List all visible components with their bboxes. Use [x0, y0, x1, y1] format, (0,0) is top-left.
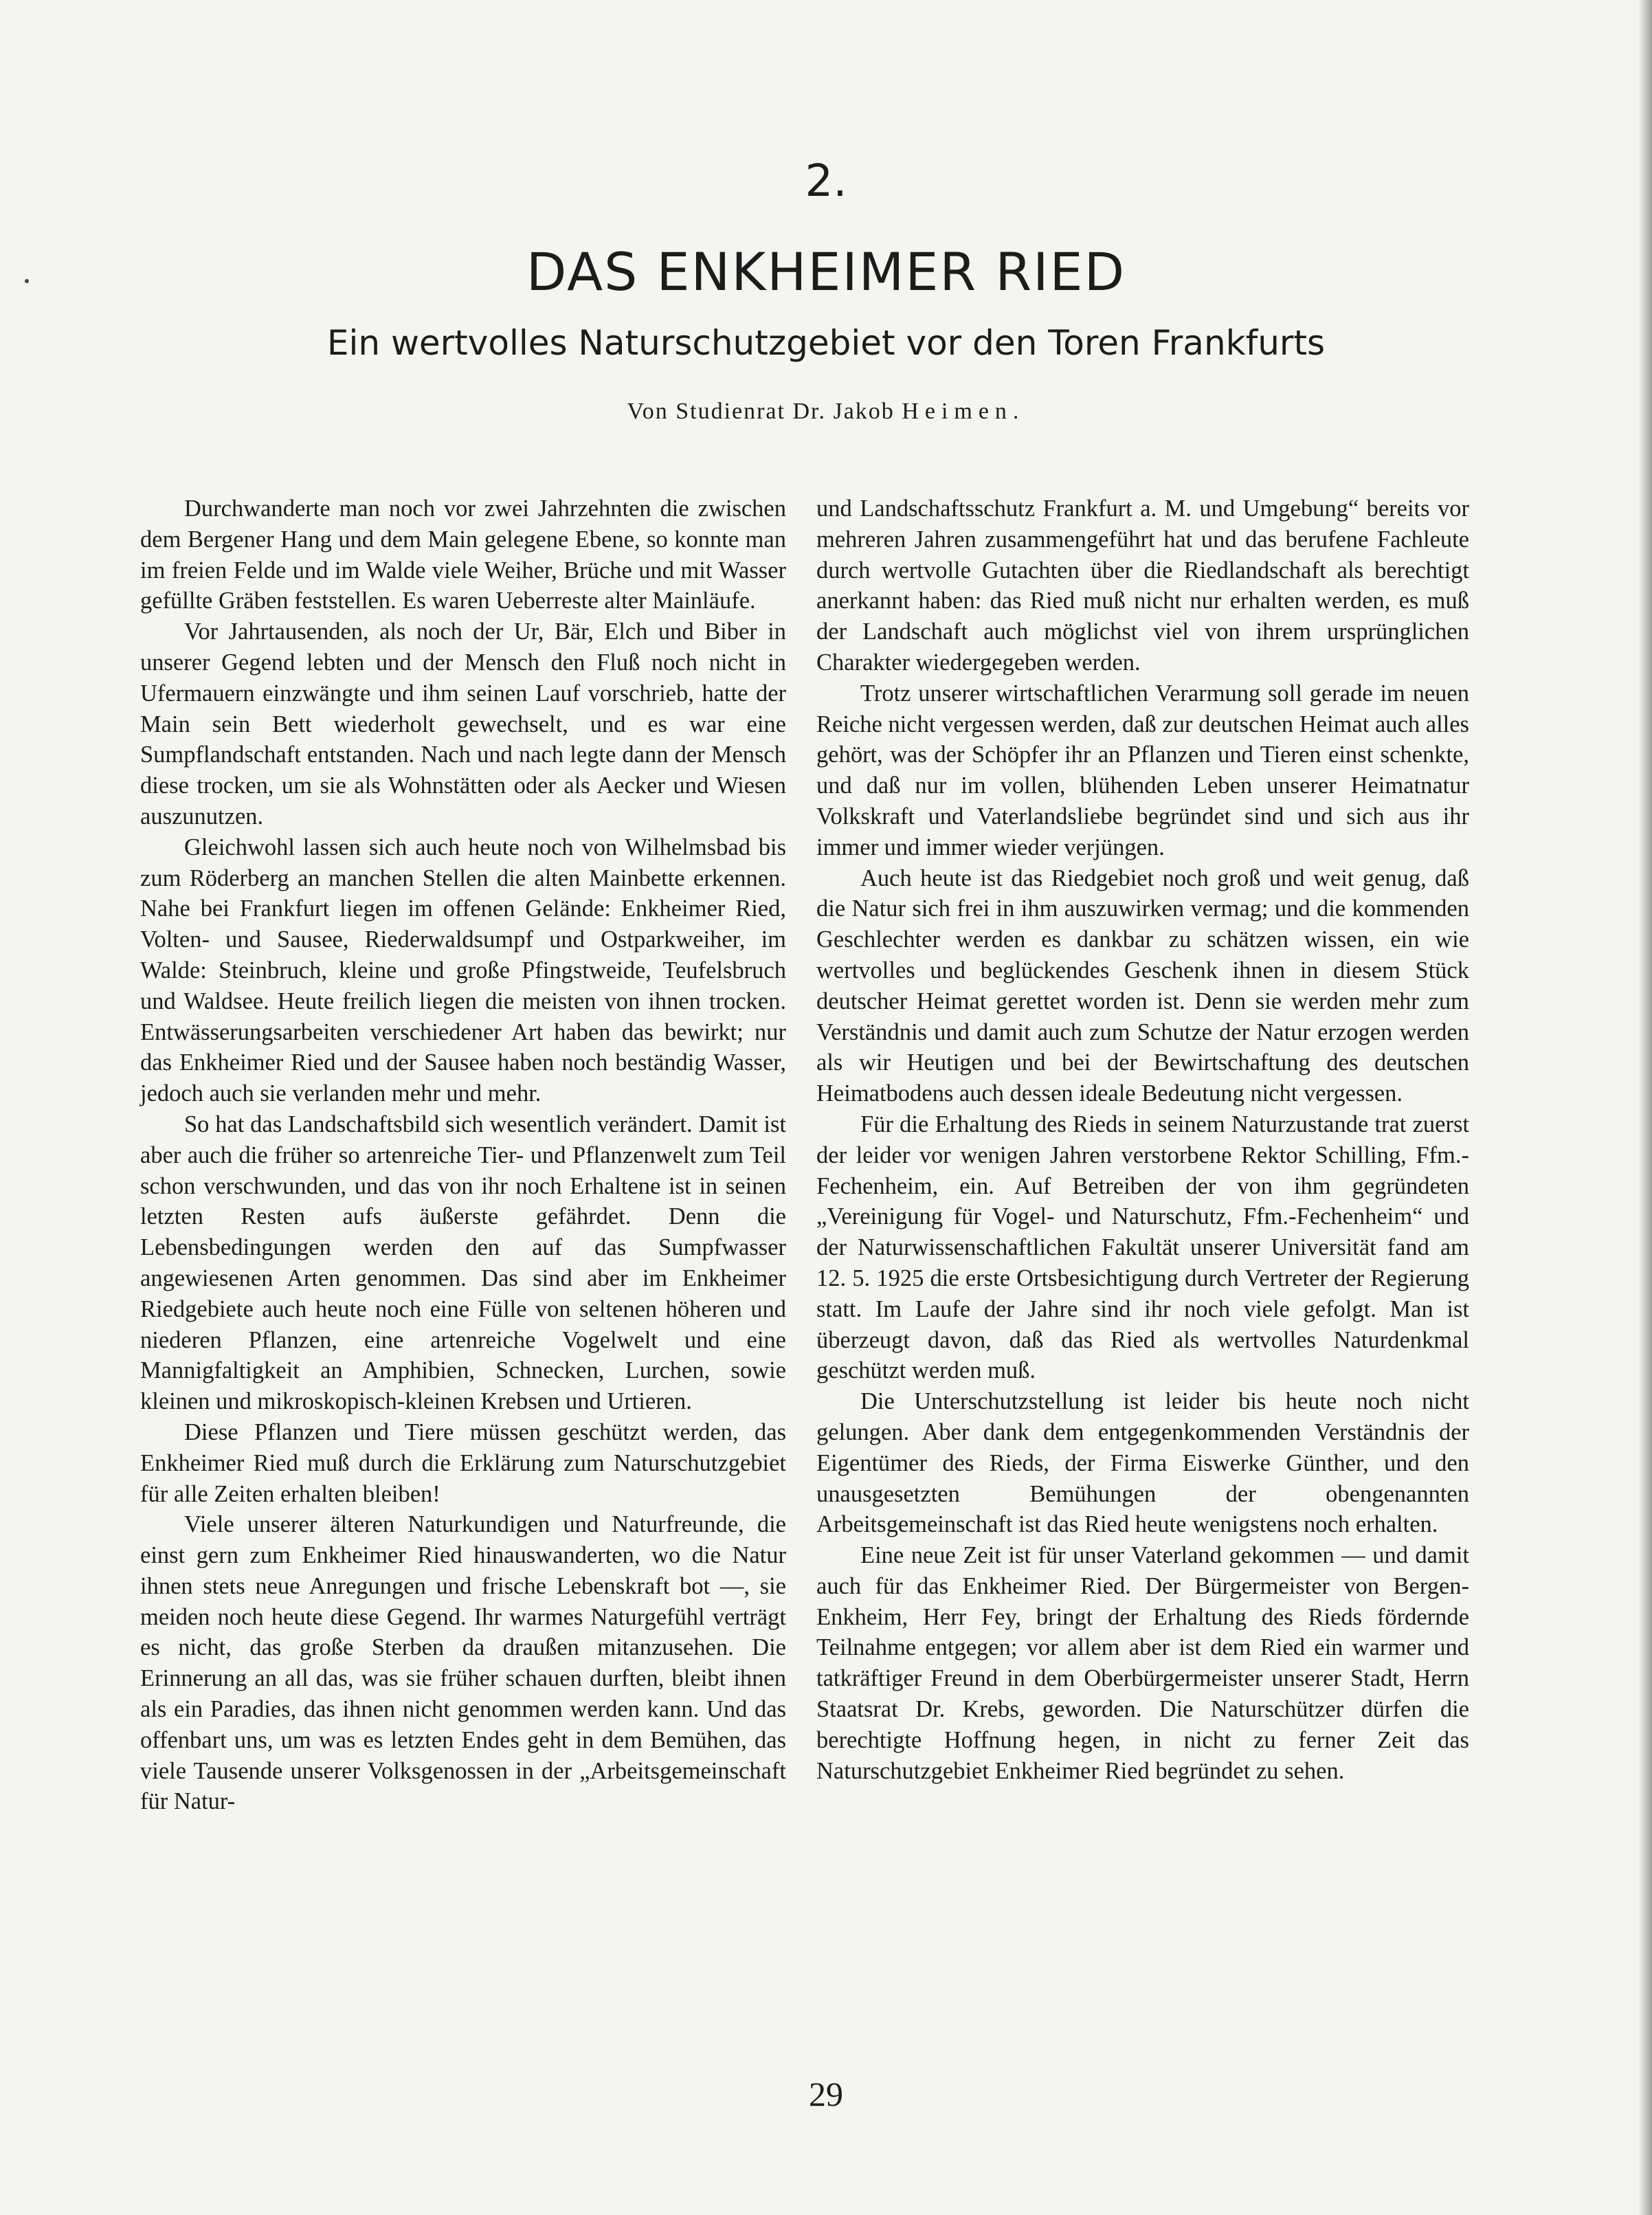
paragraph: Durchwanderte man noch vor zwei Jahrzehnten die zwischen dem Bergener Hang und dem Main gelegene Ebene, so konnte man im freien Felde und im Walde viele Weiher, Brüche und mit Wasser gefüllte Gräben feststellen. Es waren Ueberreste alter Mainläufe. — [140, 496, 786, 614]
byline — [0, 400, 1652, 423]
article-title: DAS ENKHEIMER RIED — [526, 241, 1126, 302]
page-number: 29 — [809, 2075, 843, 2113]
paragraph: Auch heute ist das Riedgebiet noch groß und weit genug, daß die Natur sich frei in ihm auszuwirken vermag; und die kommenden Geschlechter werden es dankbar zu schätzen wissen, ein wie wertvolles und beglückendes Geschenk ihnen in diesem Stück deutscher Heimat gerettet worden ist. Denn sie werden mehr zum Verständnis und damit auch zum Schutze der Natur erzogen werden als wir Heutigen und bei der Bewirtschaftung des deutschen Heimatbodens auch dessen ideale Bedeutung nicht vergessen. — [816, 865, 1469, 1107]
scan-edge-shadow — [1638, 0, 1652, 2215]
paragraph: Viele unserer älteren Naturkundigen und Naturfreunde, die einst gern zum Enkheimer Ried hinauswanderten, wo die Natur ihnen stets neue Anregungen und frische Lebenskraft bot —, sie meiden noch heute diese Gegend. Ihr warmes Naturgefühl verträgt es nicht, das große Sterben da draußen mitanzusehen. Die Erinnerung an all das, was sie früher schauen durften, bleibt ihnen als ein Paradies, das ihnen nicht genommen werden kann. Und das offenbart uns, um was es letzten Endes geht in dem Bemühen, das viele Tausende unserer Volksgenossen in der „Arbeitsgemeinschaft für Natur- — [140, 1511, 786, 1815]
right-column — [816, 493, 1469, 1786]
paragraph: Gleichwohl lassen sich auch heute noch von Wilhelmsbad bis zum Röderberg an manchen Stellen die alten Mainbette erkennen. Nahe bei Frankfurt liegen im offenen Gelände: Enkheimer Ried, Volten- und Sausee, Riederwaldsumpf und Ostparkweiher, im Walde: Steinbruch, kleine und große Pfingstweide, Teufelsbruch und Waldsee. Heute freilich liegen die meisten von ihnen trocken. Entwässerungsarbeiten verschiedener Art haben das bewirkt; nur das Enkheimer Ried und der Sausee haben noch beständig Wasser, jedoch auch sie verlanden mehr und mehr. — [140, 834, 786, 1107]
paragraph: Vor Jahrtausenden, als noch der Ur, Bär, Elch und Biber in unserer Gegend lebten und der Mensch den Fluß noch nicht in Ufermauern einzwängte und ihm seinen Lauf vorschrieb, hatte der Main sein Bett wiederholt gewechselt, und es war eine Sumpflandschaft entstanden. Nach und nach legte dann der Mensch diese trocken, um sie als Wohnstätten oder als Aecker und Wiesen auszunutzen. — [140, 619, 786, 830]
paragraph: Eine neue Zeit ist für unser Vaterland gekommen — und damit auch für das Enkheimer Ried. Der Bürgermeister von Bergen-Enkheim, Herr Fey, bringt der Erhaltung des Rieds fördernde Teilnahme entgegen; vor allem aber ist dem Ried ein warmer und tatkräftiger Freund in dem Oberbürgermeister unserer Stadt, Herrn Staatsrat Dr. Krebs, geworden. Die Naturschützer dürfen die berechtigte Hoffnung hegen, in nicht zu ferner Zeit das Naturschutzgebiet Enkheimer Ried begründet zu sehen. — [816, 1542, 1469, 1784]
left-column — [140, 493, 786, 1817]
paragraph: Trotz unserer wirtschaftlichen Verarmung soll gerade im neuen Reiche nicht vergessen werden, daß zur deutschen Heimat auch alles gehört, was der Schöpfer ihr an Pflanzen und Tieren einst schenkte, und daß nur im vollen, blühenden Leben unserer Heimatnatur Volkskraft und Vaterlandsliebe begründet sind und sich aus ihr immer und immer wieder verjüngen. — [816, 680, 1469, 860]
article-subtitle: Ein wertvolles Naturschutzgebiet vor den Toren Frankfurts — [326, 323, 1326, 363]
chapter-number: 2. — [805, 156, 847, 207]
paragraph: Diese Pflanzen und Tiere müssen geschützt werden, das Enkheimer Ried muß durch die Erklärung zum Naturschutzgebiet für alle Zeiten erhalten bleiben! — [140, 1418, 786, 1507]
paragraph: So hat das Landschaftsbild sich wesentlich verändert. Damit ist aber auch die früher so artenreiche Tier- und Pflanzenwelt zum Teil schon verschwunden, und das von ihr noch Erhaltene ist in seinen letzten Resten aufs äußerste gefährdet. Denn die Lebensbedingungen werden den auf das Sumpfwasser angewiesenen Arten genommen. Das sind aber im Enkheimer Riedgebiete auch heute noch eine Fülle von seltenen höheren und niederen Pflanzen, eine artenreiche Vogelwelt und eine Mannigfaltigkeit an Amphibien, Schnecken, Lurchen, sowie kleinen und mikroskopisch-kleinen Krebsen und Urtieren. — [140, 1111, 786, 1415]
byline-prefix: Von Studienrat Dr. Jakob — [627, 399, 895, 424]
paragraph-continuation: und Landschaftsschutz Frankfurt a. M. und Umgebung“ bereits vor mehreren Jahren zusammengeführt hat und das berufene Fachleute durch wertvolle Gutachten über die Riedlandschaft als berechtigt anerkannt haben: das Ried muß nicht nur erhalten werden, es muß der Landschaft auch möglichst viel von ihrem ursprünglichen Charakter wiedergegeben werden. — [816, 496, 1469, 676]
paragraph: Die Unterschutzstellung ist leider bis heute noch nicht gelungen. Aber dank dem entgegenkommenden Verständnis der Eigentümer des Rieds, der Firma Eiswerke Günther, und den unausgesetzten Bemühungen der obengenannten Arbeitsgemeinschaft ist das Ried heute wenigstens noch erhalten. — [816, 1388, 1469, 1538]
paragraph: Für die Erhaltung des Rieds in seinem Naturzustande trat zuerst der leider vor wenigen Jahren verstorbene Rektor Schilling, Ffm.-Fechenheim, ein. Auf Betreiben der von ihm gegründeten „Vereinigung für Vogel- und Naturschutz, Ffm.-Fechenheim“ und der Naturwissenschaftlichen Fakultät unserer Universität fand am 12. 5. 1925 die erste Ortsbesichtigung durch Vertreter der Regierung statt. Im Laufe der Jahre sind ihr noch viele gefolgt. Man ist überzeugt davon, daß das Ried als wertvolles Naturdenkmal geschützt werden muß. — [816, 1111, 1469, 1384]
author-name: Heimen. — [902, 399, 1025, 424]
